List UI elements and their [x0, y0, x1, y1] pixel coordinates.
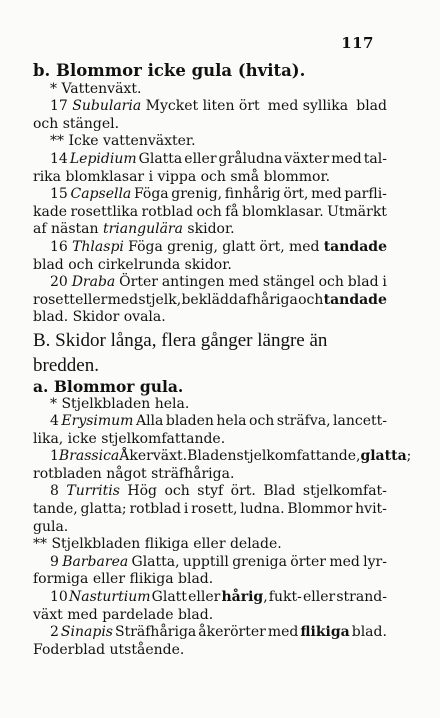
text-line: 8 Turritis Hög och styf ört. Blad stjelkomfat- [50, 483, 387, 500]
text-line: lika, icke stjelkomfattande. [33, 430, 226, 447]
text-line: blad. Skidor ovala. [33, 309, 166, 326]
text-line: blad och cirkelrunda skidor. [33, 256, 232, 273]
text-line: 2 Sinapis Sträfhåriga åkerörter med flikiga blad. [50, 624, 387, 641]
text-line: b. Blommor icke gula (hvita). [33, 61, 306, 80]
text-line: gula. [33, 518, 69, 535]
page-body [33, 61, 412, 659]
page-number: 117 [341, 34, 374, 52]
text-line: 9 Barbarea Glatta, upptill greniga örter med lyr- [50, 553, 387, 570]
text-line: 20 Draba Örter antingen med stängel och blad i [50, 274, 387, 291]
text-line: ** Icke vattenväxter. [50, 133, 196, 150]
text-line: 10 Nasturtium Glatt eller hårig, fukt- eller strand- [50, 589, 387, 606]
text-line: rika blomklasar i vippa och små blommor. [33, 168, 331, 185]
text-line: ** Stjelkbladen flikiga eller delade. [33, 536, 282, 553]
text-line: 17 Subularia Mycket liten ört med syllika blad [50, 98, 387, 115]
text-line: och stängel. [33, 115, 120, 132]
text-line: 4 Erysimum Alla bladen hela och sträfva, lancett- [50, 413, 387, 430]
text-line: rosett eller med stjelk, beklädd af håriga och tandade [33, 291, 387, 308]
text-line: a. Blommor gula. [33, 376, 184, 396]
text-line: tande, glatta; rotblad i rosett, ludna. Blommor hvit- [33, 501, 387, 518]
text-line: växt med pardelade blad. [33, 606, 214, 623]
text-line: bredden. [33, 354, 99, 376]
text-line: 1 Brassica Åkerväxt. Bladen stjelkomfattande, glatta; [50, 448, 412, 465]
text-line: * Stjelkbladen hela. [50, 395, 190, 412]
text-line: formiga eller flikiga blad. [33, 571, 214, 588]
text-line: B. Skidor långa, flera gånger längre än [33, 329, 328, 351]
text-line: Foderblad utstående. [33, 641, 185, 658]
text-line: 16 Thlaspi Föga grenig, glatt ört, med tandade [50, 238, 387, 255]
text-line: 15 Capsella Föga grenig, finhårig ört, med parfli- [50, 186, 387, 203]
text-line: kade rosettlika rotblad och få blomklasar. Utmärkt [33, 203, 387, 220]
text-line: rotbladen något sträfhåriga. [33, 465, 235, 482]
text-line: af nästan triangulära skidor. [33, 221, 235, 238]
text-line: * Vattenväxt. [50, 80, 142, 97]
text-line: 14 Lepidium Glatta eller gråludna växter med tal- [50, 150, 387, 167]
